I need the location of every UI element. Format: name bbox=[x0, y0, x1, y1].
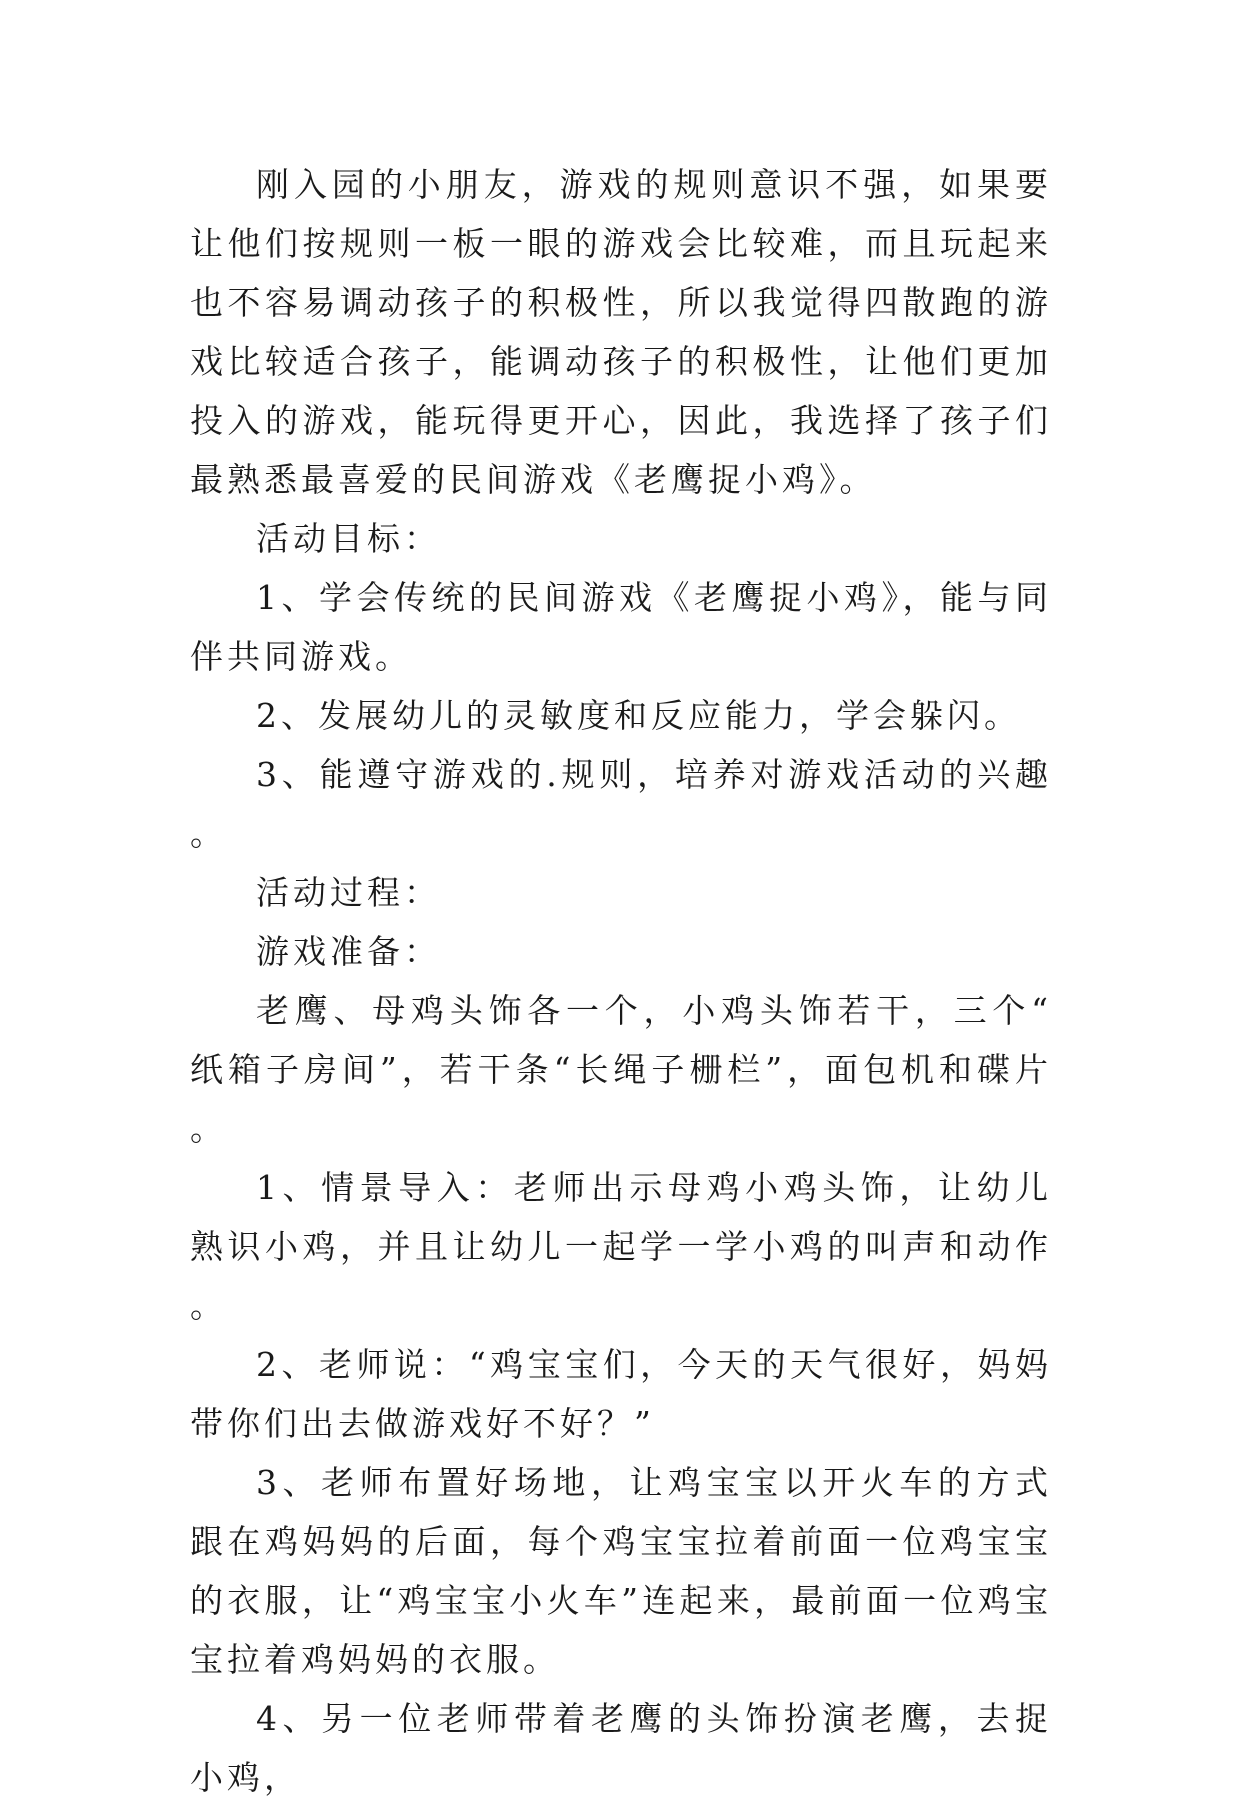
paragraph-materials: 老鹰、母鸡头饰各一个，小鸡头饰若干，三个“纸箱子房间”，若干条“长绳子栅栏”，面包机和碟片。 bbox=[190, 991, 1052, 1148]
goal-item-1: 1、学会传统的民间游戏《老鹰捉小鸡》，能与同伴共同游戏。 bbox=[190, 578, 1052, 676]
heading-activity-process: 活动过程： bbox=[256, 873, 441, 912]
goal-item-3: 3、能遵守游戏的.规则，培养对游戏活动的兴趣。 bbox=[190, 755, 1052, 853]
paragraph-intro: 刚入园的小朋友，游戏的规则意识不强，如果要让他们按规则一板一眼的游戏会比较难，而且玩起来也不容易调动孩子的积极性，所以我觉得四散跑的游戏比较适合孩子，能调动孩子的积极性，让他们更加投入的游戏，能玩得更开心，因此，我选择了孩子们最熟悉最喜爱的民间游戏《老鹰捉小鸡》。 bbox=[190, 165, 1052, 499]
process-step-2: 2、老师说：“鸡宝宝们，今天的天气很好，妈妈带你们出去做游戏好不好？” bbox=[190, 1345, 1052, 1443]
process-step-3: 3、老师布置好场地，让鸡宝宝以开火车的方式跟在鸡妈妈的后面，每个鸡宝宝拉着前面一位鸡宝宝的衣服，让“鸡宝宝小火车”连起来，最前面一位鸡宝宝拉着鸡妈妈的衣服。 bbox=[190, 1463, 1052, 1679]
heading-game-preparation: 游戏准备： bbox=[256, 932, 441, 971]
goal-item-2: 2、发展幼儿的灵敏度和反应能力，学会躲闪。 bbox=[256, 696, 1021, 735]
process-step-1: 1、情景导入：老师出示母鸡小鸡头饰，让幼儿熟识小鸡，并且让幼儿一起学一学小鸡的叫声和动作。 bbox=[190, 1168, 1052, 1325]
document-body bbox=[190, 155, 1052, 1807]
process-step-4: 4、另一位老师带着老鹰的头饰扮演老鹰，去捉小鸡， bbox=[190, 1699, 1052, 1797]
heading-activity-goals: 活动目标： bbox=[256, 519, 441, 558]
